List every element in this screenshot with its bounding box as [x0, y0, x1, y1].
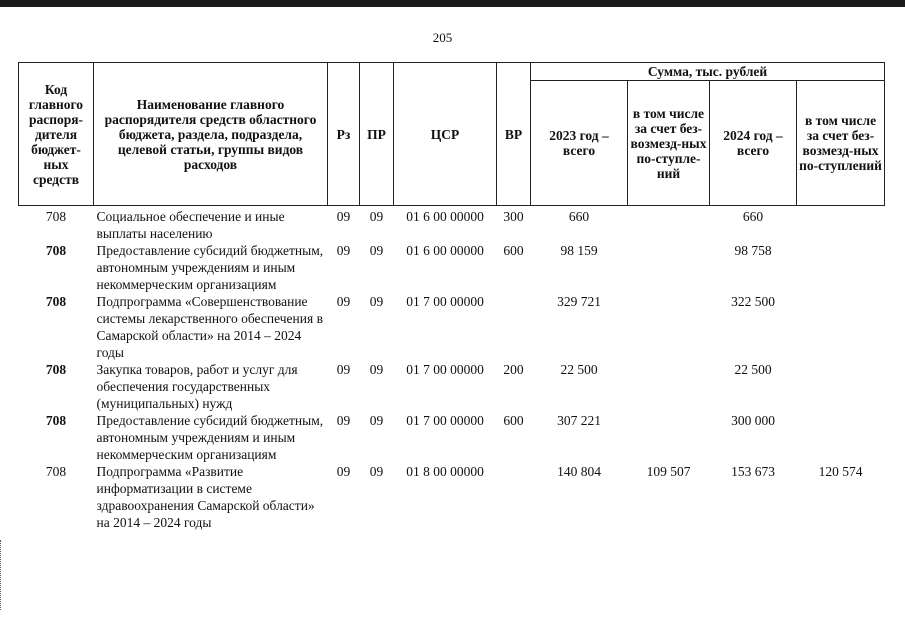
- scan-edge-mark: [0, 540, 4, 610]
- cell-code: 708: [45, 294, 67, 309]
- header-2024-free: в том числе за счет без-возмезд-ных по-ступлений: [797, 81, 885, 206]
- cell-vr: [497, 293, 531, 361]
- cell-code: 708: [45, 413, 67, 428]
- cell-2023-total: 660: [568, 209, 590, 224]
- header-sum: Сумма, тыс. рублей: [531, 63, 885, 81]
- cell-2024-total: 660: [742, 209, 764, 224]
- cell-2024-free: [797, 361, 885, 412]
- cell-2023-free: [628, 412, 710, 463]
- cell-2023-free: [628, 293, 710, 361]
- cell-2024-free: [797, 412, 885, 463]
- cell-2024-free: 120 574: [818, 464, 863, 479]
- cell-pr: 09: [369, 209, 384, 224]
- cell-name: Подпрограмма «Совершенствование системы лекарственного обеспечения в Самарской области» на 2014 – 2024 годы: [96, 294, 323, 360]
- header-csr: ЦСР: [394, 63, 497, 206]
- cell-2023-total: 22 500: [560, 362, 598, 377]
- cell-name: Предоставление субсидий бюджетным, автономным учреждениям и иным некоммерческим организациям: [96, 243, 324, 292]
- table-row: [19, 206, 885, 243]
- cell-2024-free: [797, 242, 885, 293]
- cell-code: 708: [45, 464, 67, 479]
- cell-rz: 09: [336, 413, 351, 428]
- table-row: [19, 361, 885, 412]
- header-2023-free: в том числе за счет без-возмезд-ных по-ступле-ний: [628, 81, 710, 206]
- cell-rz: 09: [336, 294, 351, 309]
- cell-2023-total: 329 721: [557, 294, 601, 309]
- table-row: [19, 463, 885, 531]
- header-code: Код главного распоря-дителя бюджет-ных средств: [19, 63, 94, 206]
- cell-rz: 09: [336, 209, 351, 224]
- cell-code: 708: [45, 209, 67, 224]
- budget-table: [18, 62, 885, 531]
- header-name: Наименование главного распорядителя средств областного бюджета, раздела, подраздела, целевой статьи, группы видов расходов: [94, 63, 328, 206]
- cell-2024-total: 153 673: [731, 464, 775, 479]
- header-2024-total: 2024 год – всего: [710, 81, 797, 206]
- cell-name: Подпрограмма «Развитие информатизации в системе здравоохранения Самарской области» на 2014 – 2024 годы: [96, 464, 315, 530]
- table-row: [19, 242, 885, 293]
- cell-vr: 200: [503, 362, 524, 377]
- cell-2024-total: 98 758: [734, 243, 772, 258]
- cell-2024-total: 22 500: [734, 362, 772, 377]
- cell-rz: 09: [336, 362, 351, 377]
- cell-pr: 09: [369, 294, 384, 309]
- cell-2024-total: 300 000: [731, 413, 775, 428]
- cell-csr: 01 7 00 00000: [406, 413, 484, 428]
- cell-csr: 01 6 00 00000: [406, 209, 484, 224]
- cell-pr: 09: [369, 362, 384, 377]
- cell-2023-total: 307 221: [557, 413, 601, 428]
- cell-2023-free: [628, 361, 710, 412]
- cell-2023-free: [628, 242, 710, 293]
- cell-csr: 01 7 00 00000: [406, 362, 484, 377]
- cell-2024-total: 322 500: [731, 294, 775, 309]
- header-pr: ПР: [360, 63, 394, 206]
- cell-csr: 01 8 00 00000: [406, 464, 484, 479]
- cell-2024-free: [797, 206, 885, 243]
- cell-2023-total: 98 159: [560, 243, 598, 258]
- table-row: [19, 412, 885, 463]
- page-number: 205: [432, 30, 453, 45]
- cell-vr: 600: [503, 413, 524, 428]
- cell-vr: 600: [503, 243, 524, 258]
- header-vr: ВР: [497, 63, 531, 206]
- cell-2023-free: [628, 206, 710, 243]
- cell-name: Предоставление субсидий бюджетным, автономным учреждениям и иным некоммерческим организациям: [96, 413, 324, 462]
- cell-2024-free: [797, 293, 885, 361]
- cell-csr: 01 7 00 00000: [406, 294, 484, 309]
- header-2023-total: 2023 год – всего: [531, 81, 628, 206]
- cell-vr: [497, 463, 531, 531]
- cell-pr: 09: [369, 243, 384, 258]
- cell-2023-total: 140 804: [557, 464, 601, 479]
- cell-2023-free: 109 507: [646, 464, 691, 479]
- cell-pr: 09: [369, 464, 384, 479]
- cell-csr: 01 6 00 00000: [406, 243, 484, 258]
- table-row: [19, 293, 885, 361]
- top-border: [0, 0, 905, 7]
- cell-rz: 09: [336, 243, 351, 258]
- cell-rz: 09: [336, 464, 351, 479]
- cell-vr: 300: [503, 209, 524, 224]
- header-rz: Рз: [328, 63, 360, 206]
- cell-name: Социальное обеспечение и иные выплаты населению: [96, 209, 285, 241]
- cell-pr: 09: [369, 413, 384, 428]
- cell-code: 708: [45, 362, 67, 377]
- cell-name: Закупка товаров, работ и услуг для обеспечения государственных (муниципальных) нужд: [96, 362, 298, 411]
- cell-code: 708: [45, 243, 67, 258]
